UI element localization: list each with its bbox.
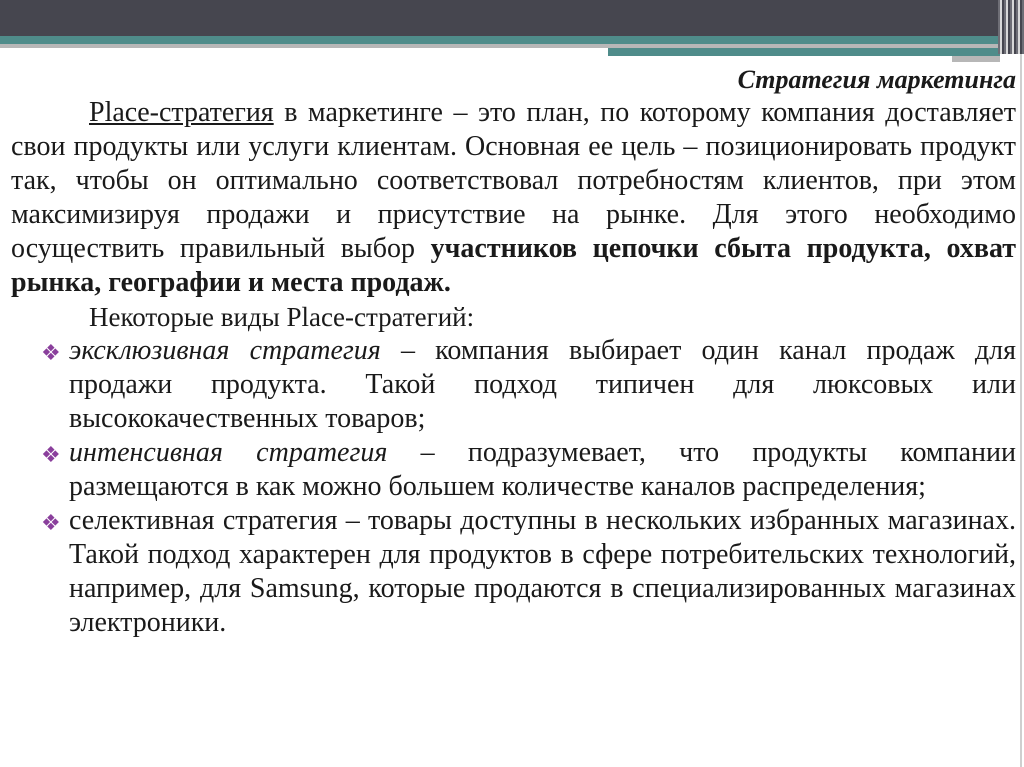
slide-accent-line: [0, 36, 1000, 44]
slide-accent-step: [608, 48, 1000, 56]
paragraph-bold-tail: участников цепочки сбыта продукта, охват рынка, географии и места продаж.: [11, 233, 1016, 298]
slide-title: Стратегия маркетинга: [737, 65, 1016, 94]
item-term: интенсивная стратегия: [69, 437, 388, 468]
slide-content: [11, 64, 1016, 640]
list-item: [11, 334, 1016, 436]
item-term: эксклюзивная стратегия: [69, 335, 381, 366]
item-text: – подразумевает, что продукты компании размещаются в как можно большем количестве каналов распределения;: [69, 437, 1017, 502]
slide-right-border: [1020, 54, 1022, 767]
place-strategy-term: Place-стратегия: [89, 97, 274, 128]
diamond-bullet-icon: ❖: [41, 340, 61, 365]
diamond-bullet-icon: ❖: [41, 510, 61, 535]
subheading: Некоторые виды Place-стратегий:: [89, 302, 475, 332]
diamond-bullet-icon: ❖: [41, 442, 61, 467]
slide-corner-stripes: [998, 0, 1024, 54]
strategy-list: [11, 334, 1016, 640]
slide-divider-step: [952, 56, 1000, 62]
item-text: – компания выбирает один канал продаж для продажи продукта. Такой подход типичен для люксовых или высококачественных товаров;: [69, 335, 1016, 434]
list-item: [11, 436, 1016, 504]
paragraph-body: в маркетинге – это план, по которому компания доставляет свои продукты или услуги клиентам. Основная ее цель – позиционировать продукт так, чтобы он оптимально соответствовал потребностям клиентов, при этом максимизируя продажи и присутствие на рынке. Для этого необходимо осуществить правильный выбор: [11, 97, 1016, 264]
slide-top-bar: [0, 0, 1024, 36]
item-text: селективная стратегия – товары доступны в нескольких избранных магазинах. Такой подход характерен для продуктов в сфере потребительских технологий, например, для Samsung, которые продаются в специализированных магазинах электроники.: [69, 505, 1016, 638]
intro-paragraph: [11, 96, 1016, 300]
list-item: [11, 504, 1016, 640]
